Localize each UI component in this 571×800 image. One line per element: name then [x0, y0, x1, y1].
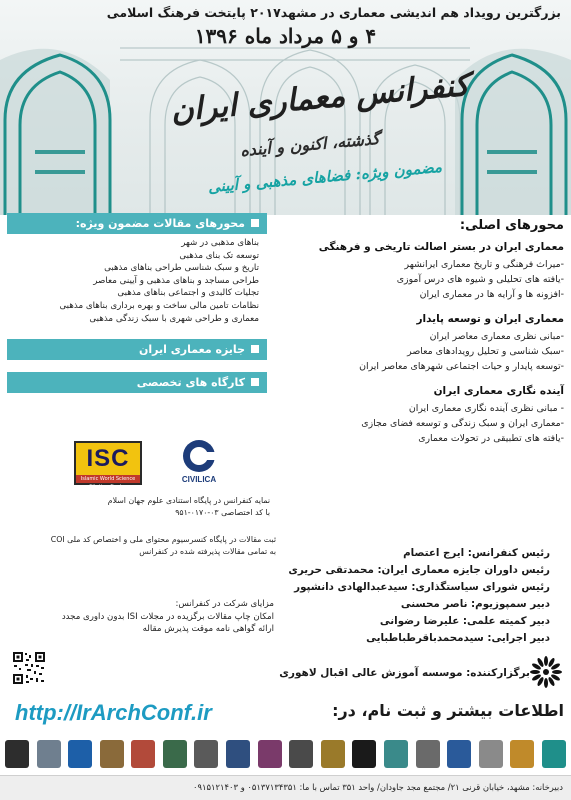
- main-axes-heading: محورهای اصلی:: [459, 218, 564, 233]
- staff-line: دبیر اجرایی: سیدمحمدباقرطباطبایی: [366, 632, 550, 644]
- axis-item: -سبک شناسی و تحلیل رویدادهای معاصر: [407, 346, 564, 357]
- sponsor-logo-icon: [289, 740, 313, 768]
- sponsor-logo-icon: [384, 740, 408, 768]
- website-link[interactable]: http://IrArchConf.ir: [15, 700, 212, 725]
- sponsor-logo-icon: [479, 740, 503, 768]
- sponsor-logo-icon: [37, 740, 61, 768]
- special-axis-item: تاریخ و سبک شناسی طراحی بناهای مذهبی: [104, 263, 259, 274]
- sponsor-logo-icon: [542, 740, 566, 768]
- indexing-logos: [66, 437, 256, 489]
- special-theme-title: مضمون ویژه: فضاهای مذهبی و آیینی: [207, 157, 443, 197]
- advantage-item: ارائه گواهی نامه موقت پذیرش مقاله: [142, 624, 274, 635]
- axis-item: -افزونه ها و آرایه ها در معماری ایران: [419, 289, 564, 300]
- organizer-logo-icon: [529, 655, 563, 689]
- bullet-square-icon: [251, 378, 259, 386]
- indexing-note-line: با کد اختصاصی ۰۳-۰۱۷۰-۹۵۱: [175, 507, 270, 517]
- staff-line: رئیس کنفرانس: ایرج اعتصام: [403, 547, 550, 559]
- registration-bar: [5, 700, 566, 730]
- indexing-note: [60, 495, 270, 518]
- axis-item: -یافته های تطبیقی در تحولات معماری: [418, 433, 564, 444]
- civilica-logo: [172, 439, 226, 487]
- award-heading-box: [7, 339, 267, 360]
- special-axis-item: بناهای مذهبی در شهر: [181, 238, 259, 248]
- workshop-label: کارگاه های تخصصی: [136, 376, 245, 390]
- civilica-note-line: ثبت مقالات در پایگاه کنسرسیوم محتوای ملی و اختصاص کد ملی COI: [50, 535, 276, 544]
- conference-subtitle: گذشته، اکنون و آینده: [239, 128, 381, 161]
- special-axis-item: معماری و طراحی شهری با سبک زندگی مذهبی: [89, 313, 259, 324]
- sponsor-logo-icon: [194, 740, 218, 768]
- axis-group-title: معماری ایران در بستر اصالت تاریخی و فرهنگی: [318, 241, 564, 253]
- axis-item: -یافته های تحلیلی و شیوه های درس آموزی: [396, 274, 564, 285]
- isc-logo-subtext: Islamic World Science Citation Center: [76, 475, 140, 483]
- axis-group: [292, 385, 564, 446]
- sponsor-logo-icon: [131, 740, 155, 768]
- civilica-logo-text: CIVILICA: [181, 475, 217, 484]
- axis-item: -معماری ایران و سبک زندگی و توسعه فضای مجازی: [361, 418, 564, 429]
- sponsor-logo-icon: [258, 740, 282, 768]
- sponsor-logo-icon: [510, 740, 534, 768]
- event-date: ۴ و ۵ مرداد ماه ۱۳۹۶: [194, 24, 377, 48]
- sponsor-logo-icon: [321, 740, 345, 768]
- secretariat-contact: دبیرخانه: مشهد، خیابان قرنی ۲۱/ مجتمع مجد جاودان/ واحد ۳۵۱ تماس با ما: ۰۵۱۳۷۱۳۴۳۵۱ و ۰۹۱۵۱۲۱۴۰۳: [193, 782, 563, 792]
- sponsor-logo-icon: [163, 740, 187, 768]
- headline-event: بزرگترین رویداد هم اندیشی معماری در مشهد۲۰۱۷ پایتخت فرهنگ اسلامی: [106, 5, 561, 20]
- qr-code[interactable]: [12, 651, 46, 685]
- special-axes-section: [7, 213, 267, 393]
- workshop-heading-box: [7, 372, 267, 393]
- special-axes-heading: محورهای مقالات مضمون ویژه:: [75, 217, 245, 230]
- sponsor-logo-icon: [68, 740, 92, 768]
- special-axis-item: نظامات تامین مالی ساخت و بهره برداری بناهای مذهبی: [59, 300, 259, 311]
- award-label: جایزه معماری ایران: [138, 343, 245, 357]
- conference-staff: [220, 545, 550, 647]
- isc-logo-text: ISC: [86, 445, 130, 472]
- special-axis-item: توسعه تک بنای مذهبی: [179, 250, 259, 261]
- staff-line: دبیر سمپوزیوم: ناصر محسنی: [400, 598, 550, 610]
- footer-bar: [0, 775, 571, 800]
- special-axes-list: [7, 234, 267, 329]
- staff-line: رئیس داوران جایزه معماری ایران: محمدتقی حریری: [288, 564, 550, 576]
- special-axis-item: طراحی مساجد و بناهای مذهبی و آیینی معاصر: [93, 275, 259, 286]
- indexing-note-line: نمایه کنفرانس در پایگاه استنادی علوم جهان اسلام: [107, 496, 270, 505]
- sponsor-logo-icon: [226, 740, 250, 768]
- sponsor-logos-row: [5, 736, 566, 772]
- staff-line: رئیس شورای سیاستگذاری: سیدعبدالهادی دانشپور: [294, 581, 550, 593]
- bullet-square-icon: [251, 345, 259, 353]
- conference-title: کنفرانس معماری ایران: [169, 67, 471, 129]
- sponsor-logo-icon: [5, 740, 29, 768]
- civilica-emblem-icon: [172, 439, 226, 475]
- axis-group-title: معماری ایران و توسعه پایدار: [416, 313, 564, 325]
- organizer-line: برگزارکننده: موسسه آموزش عالی اقبال لاهوری: [279, 667, 530, 679]
- main-axes-section: [292, 218, 564, 457]
- axis-item: - مبانی نظری آینده نگاری معماری ایران: [408, 403, 564, 414]
- advantage-item: امکان چاپ مقالات برگزیده در مجلات ISI بدون داوری مجدد: [61, 611, 274, 622]
- staff-line: دبیر کمیته علمی: علیرضا رضوانی: [379, 615, 550, 627]
- isc-logo: [74, 441, 142, 490]
- special-axis-item: تجلیات کالبدی و اجتماعی بناهای مذهبی: [117, 288, 259, 299]
- bullet-square-icon: [251, 219, 259, 227]
- special-axes-heading-box: [7, 213, 267, 234]
- sponsor-logo-icon: [100, 740, 124, 768]
- axis-group: [292, 313, 564, 374]
- axis-item: -میراث فرهنگی و تاریخ معماری ایرانشهر: [404, 259, 564, 270]
- axis-item: -مبانی نظری معماری معاصر ایران: [429, 331, 564, 342]
- sponsor-logo-icon: [447, 740, 471, 768]
- sponsor-logo-icon: [416, 740, 440, 768]
- axis-item: -توسعه پایدار و حیات اجتماعی شهرهای معاصر ایران: [359, 361, 564, 372]
- sponsor-logo-icon: [352, 740, 376, 768]
- registration-text: اطلاعات بیشتر و ثبت نام، در:: [332, 701, 564, 720]
- civilica-note-line: به تمامی مقالات پذیرفته شده در کنفرانس: [139, 546, 276, 556]
- advantages-heading: مزایای شرکت در کنفرانس:: [175, 599, 274, 609]
- axis-group-title: آینده نگاری معماری ایران: [433, 385, 564, 397]
- axis-group: [292, 241, 564, 302]
- header-banner: [0, 0, 571, 215]
